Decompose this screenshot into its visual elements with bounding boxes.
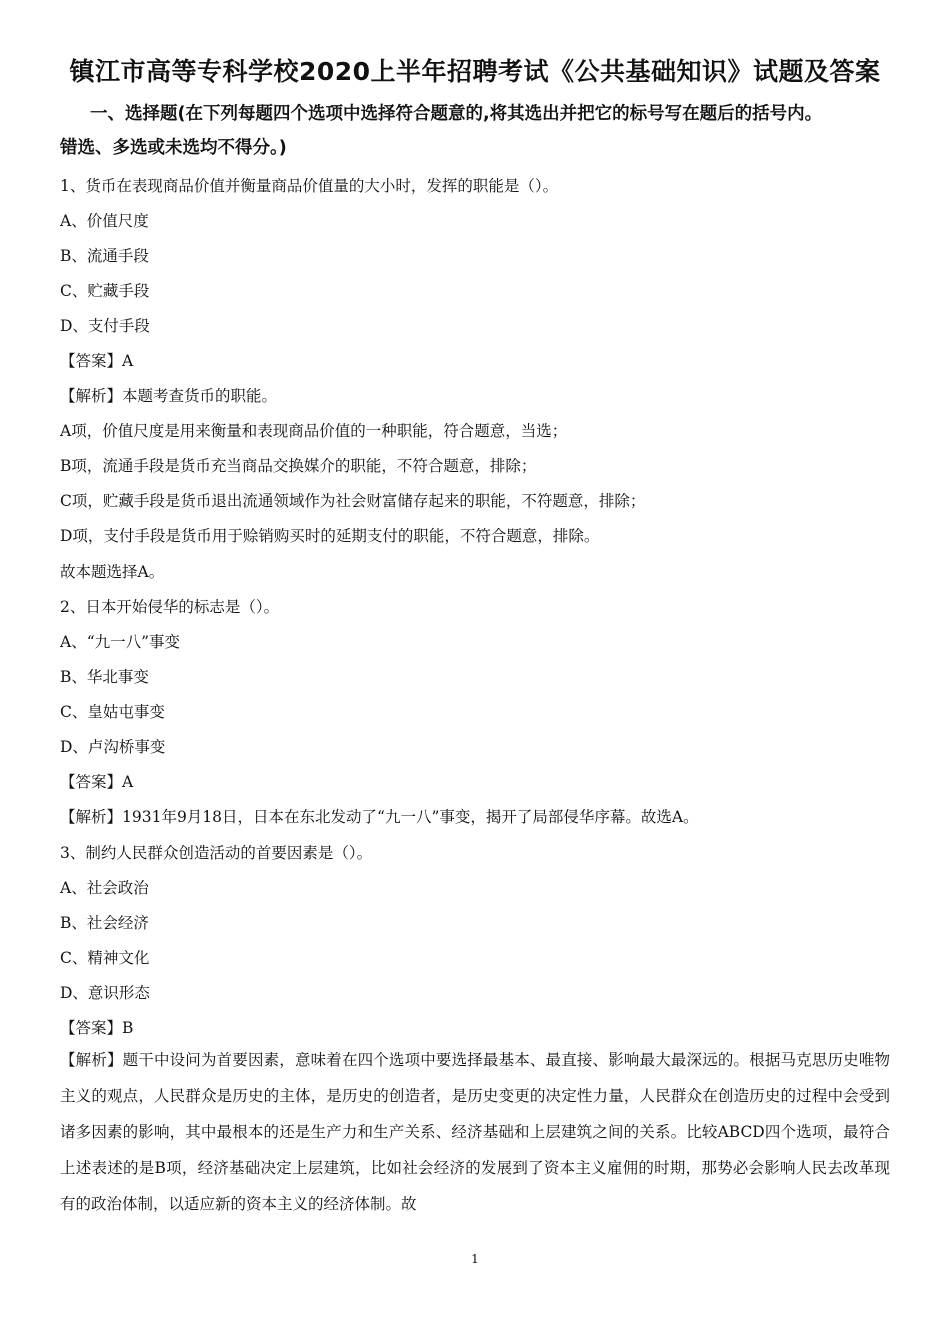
question-3-option-d: D、意识形态 bbox=[60, 984, 150, 1002]
question-3-analysis: 【解析】题干中设问为首要因素，意味着在四个选项中要选择最基本、最直接、影响最大最深远的。根据马克思历史唯物主义的观点，人民群众是历史的主体，是历史的创造者，是历史变更的决定性力量，人民群众在创造历史的过程中会受到诸多因素的影响，其中最根本的还是生产力和生产关系、经济基础和上层建筑之间的关系。比较ABCD四个选项，最符合上述表述的是B项，经济基础决定上层建筑，比如社会经济的发展到了资本主义雇佣的时期，那势必会影响人民去改革现有的政治体制，以适应新的资本主义的经济体制。故 bbox=[60, 1051, 890, 1213]
question-1-conclusion: 故本题选择A。 bbox=[60, 563, 165, 581]
question-3-stem: 3、制约人民群众创造活动的首要因素是（）。 bbox=[60, 844, 373, 862]
question-3-option-a: A、社会政治 bbox=[60, 879, 149, 897]
page-number: 1 bbox=[471, 1252, 479, 1266]
question-1-option-d: D、支付手段 bbox=[60, 317, 150, 335]
question-2-option-a: A、“九一八”事变 bbox=[60, 633, 181, 651]
section-instructions-line-2: 错选、多选或未选均不得分。) bbox=[60, 138, 287, 158]
question-3-option-b: B、社会经济 bbox=[60, 914, 149, 932]
question-1-stem: 1、货币在表现商品价值并衡量商品价值量的大小时，发挥的职能是（）。 bbox=[60, 177, 559, 195]
document-title: 镇江市高等专科学校2020上半年招聘考试《公共基础知识》试题及答案 bbox=[69, 57, 881, 86]
question-1-explanation-a: A项，价值尺度是用来衡量和表现商品价值的一种职能，符合题意，当选； bbox=[60, 422, 568, 440]
question-1-explanation-d: D项，支付手段是货币用于赊销购买时的延期支付的职能，不符合题意，排除。 bbox=[60, 527, 600, 545]
question-2-stem: 2、日本开始侵华的标志是（）。 bbox=[60, 598, 280, 616]
question-1-answer: 【答案】A bbox=[60, 352, 134, 370]
question-1-option-a: A、价值尺度 bbox=[60, 212, 149, 230]
question-1-analysis: 【解析】本题考查货币的职能。 bbox=[60, 387, 278, 405]
section-instructions-line-1: 一、选择题(在下列每题四个选项中选择符合题意的,将其选出并把它的标号写在题后的括号内。 bbox=[90, 104, 823, 124]
question-2-option-c: C、皇姑屯事变 bbox=[60, 703, 165, 721]
question-1-explanation-b: B项，流通手段是货币充当商品交换媒介的职能，不符合题意，排除； bbox=[60, 457, 537, 475]
question-1-option-c: C、贮藏手段 bbox=[60, 282, 150, 300]
question-2-analysis: 【解析】1931年9月18日，日本在东北发动了“九一八”事变，揭开了局部侵华序幕。故选A。 bbox=[60, 808, 699, 826]
question-2-answer: 【答案】A bbox=[60, 773, 134, 791]
question-1-option-b: B、流通手段 bbox=[60, 247, 149, 265]
question-2-option-d: D、卢沟桥事变 bbox=[60, 738, 166, 756]
question-3-option-c: C、精神文化 bbox=[60, 949, 150, 967]
question-2-option-b: B、华北事变 bbox=[60, 668, 149, 686]
question-1-explanation-c: C项，贮藏手段是货币退出流通领域作为社会财富储存起来的职能，不符题意，排除； bbox=[60, 492, 646, 510]
question-3-answer: 【答案】B bbox=[60, 1019, 134, 1037]
